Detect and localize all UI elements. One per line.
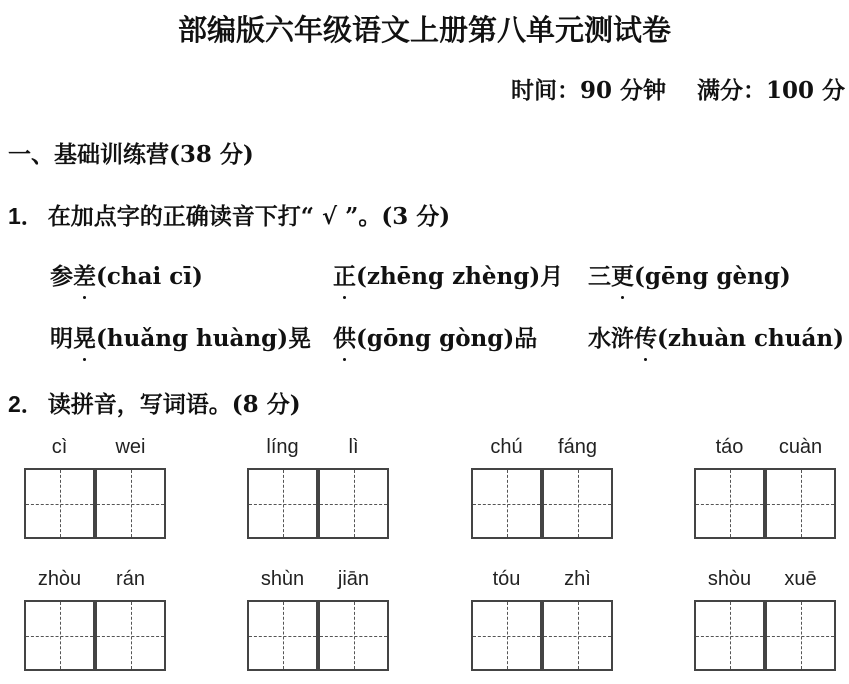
tianzige-box[interactable] — [471, 468, 542, 539]
item-options: (gēng gèng) — [634, 263, 791, 290]
question-1 — [8, 198, 450, 231]
pinyin-label: chú — [490, 436, 523, 458]
pinyin-label: jiān — [337, 568, 370, 590]
tianzige-box[interactable] — [247, 600, 318, 671]
tianzige-box[interactable] — [765, 600, 836, 671]
question-2 — [8, 386, 301, 419]
tianzige-box[interactable] — [24, 468, 95, 539]
tianzige-box[interactable] — [318, 468, 389, 539]
question-number: 2． — [8, 391, 44, 417]
question-text: 在加点字的正确读音下打“ √ ”。(3 分) — [47, 203, 451, 230]
pinyin-label: shùn — [260, 568, 305, 590]
question-number: 1． — [8, 203, 44, 229]
item-prefix: 三 — [588, 263, 611, 290]
tianzige-box[interactable] — [471, 600, 542, 671]
tianzige-box[interactable] — [95, 468, 166, 539]
pinyin-label: xuē — [784, 568, 817, 590]
tianzige-box[interactable] — [542, 468, 613, 539]
dotted-char: 供 — [333, 320, 356, 353]
item-options: (huǎng huàng)晃 — [96, 325, 312, 352]
dotted-char: 差 — [73, 258, 96, 291]
pinyin-label: wei — [115, 436, 146, 458]
tianzige-box[interactable] — [694, 600, 765, 671]
item-options: (zhuàn chuán) — [657, 325, 844, 352]
pronunciation-item[interactable] — [50, 320, 311, 353]
dotted-char: 更 — [611, 258, 634, 291]
pinyin-label: líng — [266, 436, 299, 458]
dotted-char: 晃 — [73, 320, 96, 353]
pinyin-label: cì — [51, 436, 68, 458]
tianzige-box[interactable] — [694, 468, 765, 539]
pinyin-label: zhì — [564, 568, 591, 590]
tianzige-box[interactable] — [765, 468, 836, 539]
item-options: (zhēng zhèng)月 — [356, 263, 564, 290]
pronunciation-item[interactable] — [333, 258, 563, 291]
question-text: 读拼音，写词语。(8 分) — [47, 391, 301, 418]
item-options: (chai cī) — [96, 263, 203, 290]
tianzige-box[interactable] — [542, 600, 613, 671]
tianzige-box[interactable] — [318, 600, 389, 671]
dotted-char: 正 — [333, 258, 356, 291]
item-prefix: 参 — [50, 263, 73, 290]
item-prefix: 水浒 — [588, 325, 634, 352]
pinyin-label: rán — [116, 568, 145, 590]
pinyin-label: fáng — [558, 436, 597, 458]
dotted-char: 传 — [634, 320, 657, 353]
pinyin-label: tóu — [492, 568, 521, 590]
tianzige-box[interactable] — [95, 600, 166, 671]
pronunciation-item[interactable] — [588, 320, 844, 353]
item-options: (gōng gòng)品 — [356, 325, 538, 352]
pinyin-label: zhòu — [37, 568, 82, 590]
page-title: 部编版六年级语文上册第八单元测试卷 — [177, 13, 671, 47]
item-prefix: 明 — [50, 325, 73, 352]
pinyin-label: cuàn — [778, 436, 823, 458]
tianzige-box[interactable] — [24, 600, 95, 671]
pinyin-label: shòu — [707, 568, 752, 590]
exam-meta: 时间：90 分钟 满分：100 分 — [510, 77, 845, 104]
pronunciation-item[interactable] — [333, 320, 537, 353]
section-heading: 一、基础训练营(38 分) — [8, 141, 254, 168]
pinyin-label: lì — [348, 436, 359, 458]
pronunciation-item[interactable] — [588, 258, 791, 291]
tianzige-box[interactable] — [247, 468, 318, 539]
pronunciation-item[interactable] — [50, 258, 203, 291]
pinyin-label: táo — [715, 436, 744, 458]
